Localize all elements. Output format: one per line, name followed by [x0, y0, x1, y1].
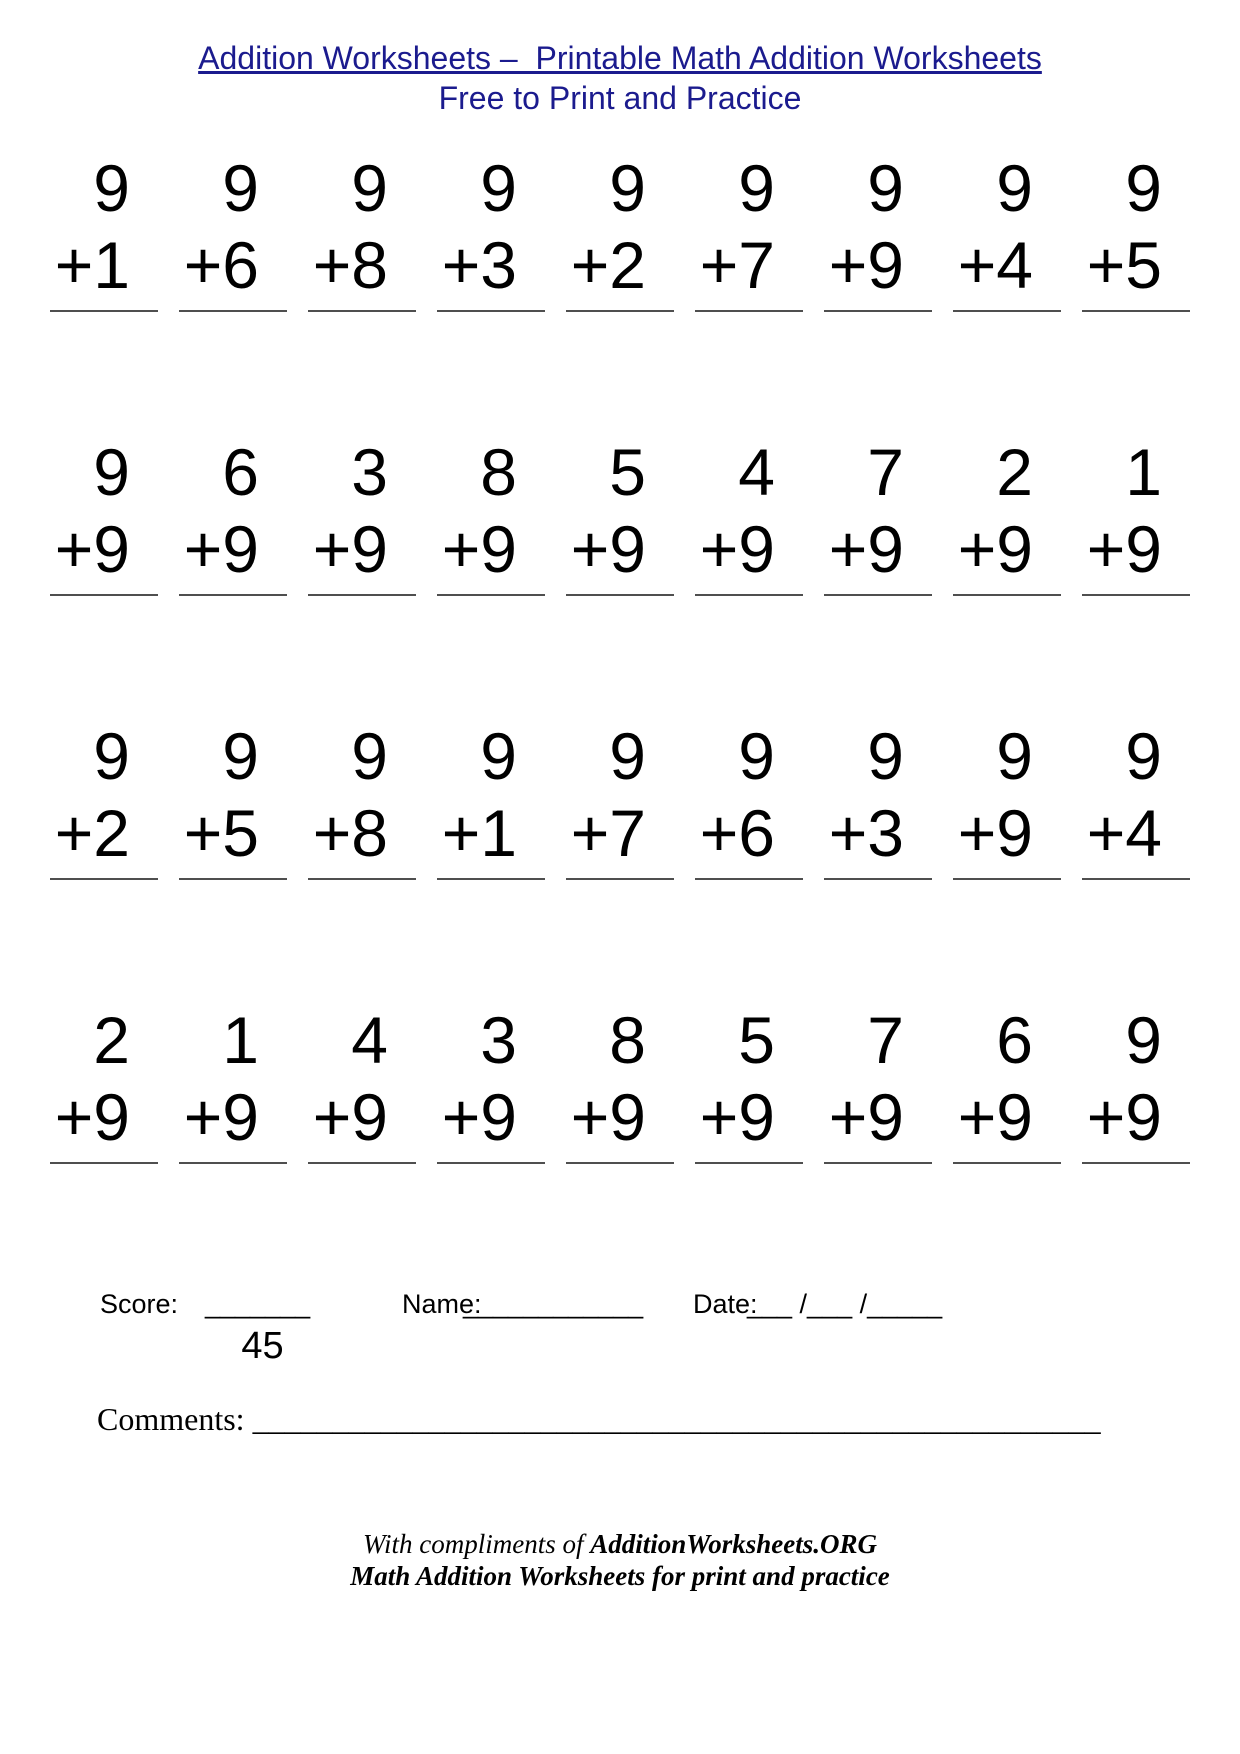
bottom-addend: +4 [1086, 796, 1162, 870]
problem-numbers [50, 434, 130, 588]
answer-blank[interactable] [695, 1162, 803, 1164]
problem-cell [308, 434, 416, 596]
answer-blank[interactable] [179, 594, 287, 596]
credits-footer [0, 1528, 1240, 1592]
problem-cell [824, 1002, 932, 1164]
problem-cell [50, 150, 158, 312]
top-addend: 9 [222, 151, 259, 225]
top-addend: 8 [609, 1003, 646, 1077]
problem-numbers [1082, 718, 1162, 872]
bottom-addend: +5 [183, 796, 259, 870]
top-addend: 8 [480, 435, 517, 509]
problem-numbers [308, 150, 388, 304]
problem-cell [179, 1002, 287, 1164]
problem-cell [953, 1002, 1061, 1164]
answer-blank[interactable] [953, 594, 1061, 596]
problem-cell [953, 150, 1061, 312]
comments-row [97, 1399, 1147, 1439]
problem-cell [695, 150, 803, 312]
answer-blank[interactable] [824, 1162, 932, 1164]
top-addend: 9 [738, 151, 775, 225]
answer-blank[interactable] [308, 878, 416, 880]
problem-cell [1082, 1002, 1190, 1164]
bottom-addend: +3 [441, 228, 517, 302]
title-link[interactable]: Addition Worksheets – Printable Math Addition Worksheets [198, 40, 1042, 76]
bottom-addend: +9 [828, 228, 904, 302]
top-addend: 9 [609, 151, 646, 225]
problem-cell [695, 434, 803, 596]
problem-numbers [953, 718, 1033, 872]
answer-blank[interactable] [179, 1162, 287, 1164]
bottom-addend: +8 [312, 796, 388, 870]
top-addend: 9 [738, 719, 775, 793]
page-subtitle: Free to Print and Practice [438, 80, 802, 116]
answer-blank[interactable] [179, 878, 287, 880]
problem-cell [50, 434, 158, 596]
problem-cell [179, 150, 287, 312]
problem-numbers [695, 150, 775, 304]
problem-cell [179, 718, 287, 880]
bottom-addend: +9 [570, 512, 646, 586]
problem-cell [1082, 718, 1190, 880]
bottom-addend: +9 [54, 512, 130, 586]
top-addend: 1 [1125, 435, 1162, 509]
bottom-addend: +8 [312, 228, 388, 302]
answer-blank[interactable] [824, 310, 932, 312]
problem-numbers [824, 150, 904, 304]
problem-cell [953, 434, 1061, 596]
problem-cell [308, 150, 416, 312]
bottom-addend: +9 [1086, 1080, 1162, 1154]
problem-row [50, 434, 1190, 596]
bottom-addend: +4 [957, 228, 1033, 302]
answer-blank[interactable] [953, 310, 1061, 312]
bottom-addend: +9 [183, 1080, 259, 1154]
bottom-addend: +9 [699, 1080, 775, 1154]
answer-blank[interactable] [695, 878, 803, 880]
problem-cell [1082, 434, 1190, 596]
answer-blank[interactable] [308, 594, 416, 596]
answer-blank[interactable] [1082, 310, 1190, 312]
answer-blank[interactable] [566, 878, 674, 880]
top-addend: 9 [351, 151, 388, 225]
bottom-addend: +9 [699, 512, 775, 586]
problem-numbers [179, 718, 259, 872]
bottom-addend: +3 [828, 796, 904, 870]
name-blank[interactable]: ____________ [463, 1289, 644, 1319]
answer-blank[interactable] [308, 310, 416, 312]
answer-blank[interactable] [1082, 594, 1190, 596]
problem-numbers [437, 150, 517, 304]
problem-numbers [566, 150, 646, 304]
top-addend: 2 [93, 1003, 130, 1077]
answer-blank[interactable] [824, 594, 932, 596]
top-addend: 2 [996, 435, 1033, 509]
problem-numbers [824, 718, 904, 872]
top-addend: 9 [93, 151, 130, 225]
score-value: 45 [241, 1325, 284, 1367]
bottom-addend: +9 [570, 1080, 646, 1154]
problem-numbers [308, 718, 388, 872]
comments-label: Comments: [97, 1401, 245, 1437]
problem-numbers [179, 1002, 259, 1156]
top-addend: 9 [1125, 719, 1162, 793]
bottom-addend: +9 [828, 512, 904, 586]
problem-numbers [566, 718, 646, 872]
problem-numbers [308, 434, 388, 588]
bottom-addend: +9 [312, 512, 388, 586]
bottom-addend: +1 [54, 228, 130, 302]
answer-blank[interactable] [179, 310, 287, 312]
problem-numbers [695, 434, 775, 588]
bottom-addend: +9 [54, 1080, 130, 1154]
answer-blank[interactable] [437, 594, 545, 596]
problem-cell [308, 1002, 416, 1164]
bottom-addend: +6 [699, 796, 775, 870]
top-addend: 9 [351, 719, 388, 793]
answer-blank[interactable] [953, 1162, 1061, 1164]
bottom-addend: +9 [312, 1080, 388, 1154]
problem-numbers [566, 1002, 646, 1156]
top-addend: 6 [222, 435, 259, 509]
top-addend: 3 [351, 435, 388, 509]
compliments-text: With compliments of [362, 1529, 591, 1559]
top-addend: 5 [738, 1003, 775, 1077]
top-addend: 4 [738, 435, 775, 509]
top-addend: 9 [609, 719, 646, 793]
problem-numbers [437, 434, 517, 588]
bottom-addend: +9 [1086, 512, 1162, 586]
bottom-addend: +9 [957, 1080, 1033, 1154]
bottom-addend: +9 [183, 512, 259, 586]
top-addend: 9 [480, 151, 517, 225]
answer-blank[interactable] [437, 310, 545, 312]
problem-numbers [695, 718, 775, 872]
problem-cell [50, 1002, 158, 1164]
date-label: Date: [693, 1289, 758, 1319]
problem-cell [695, 718, 803, 880]
problem-numbers [1082, 1002, 1162, 1156]
top-addend: 9 [867, 151, 904, 225]
bottom-addend: +9 [441, 1080, 517, 1154]
answer-blank[interactable] [437, 878, 545, 880]
credits-tagline: Math Addition Worksheets for print and practice [350, 1561, 890, 1591]
problem-row [50, 718, 1190, 880]
problem-numbers [179, 434, 259, 588]
top-addend: 9 [996, 719, 1033, 793]
answer-blank[interactable] [824, 878, 932, 880]
problem-numbers [1082, 434, 1162, 588]
bottom-addend: +9 [441, 512, 517, 586]
problem-cell [179, 434, 287, 596]
problem-numbers [953, 1002, 1033, 1156]
name-label: Name: [402, 1289, 482, 1319]
bottom-addend: +6 [183, 228, 259, 302]
answer-blank[interactable] [1082, 878, 1190, 880]
problem-cell [953, 718, 1061, 880]
problem-numbers [308, 1002, 388, 1156]
problem-numbers [953, 150, 1033, 304]
problem-numbers [50, 1002, 130, 1156]
top-addend: 9 [93, 719, 130, 793]
problem-numbers [50, 150, 130, 304]
problem-row [50, 150, 1190, 312]
answer-blank[interactable] [50, 310, 158, 312]
problems-grid [50, 150, 1190, 1286]
problem-cell [50, 718, 158, 880]
top-addend: 9 [996, 151, 1033, 225]
bottom-addend: +1 [441, 796, 517, 870]
problem-cell [824, 434, 932, 596]
bottom-addend: +9 [957, 512, 1033, 586]
problem-numbers [179, 150, 259, 304]
bottom-addend: +9 [957, 796, 1033, 870]
answer-blank[interactable] [566, 310, 674, 312]
brand-name: AdditionWorksheets.ORG [590, 1529, 878, 1559]
top-addend: 6 [996, 1003, 1033, 1077]
answer-blank[interactable] [695, 594, 803, 596]
bottom-addend: +7 [570, 796, 646, 870]
answer-blank[interactable] [308, 1162, 416, 1164]
problem-cell [437, 718, 545, 880]
top-addend: 5 [609, 435, 646, 509]
problem-numbers [566, 434, 646, 588]
answer-blank[interactable] [695, 310, 803, 312]
problem-cell [566, 718, 674, 880]
top-addend: 9 [1125, 151, 1162, 225]
problem-numbers [824, 434, 904, 588]
problem-cell [566, 1002, 674, 1164]
answer-blank[interactable] [566, 594, 674, 596]
score-name-date-row [0, 1287, 1240, 1397]
problem-cell [695, 1002, 803, 1164]
problem-numbers [1082, 150, 1162, 304]
answer-blank[interactable] [437, 1162, 545, 1164]
answer-blank[interactable] [953, 878, 1061, 880]
top-addend: 3 [480, 1003, 517, 1077]
problem-numbers [953, 434, 1033, 588]
bottom-addend: +9 [828, 1080, 904, 1154]
top-addend: 7 [867, 1003, 904, 1077]
score-label: Score: [100, 1289, 179, 1319]
credits-line1 [0, 1528, 1240, 1560]
problem-cell [566, 150, 674, 312]
answer-blank[interactable] [50, 878, 158, 880]
problem-cell [437, 1002, 545, 1164]
problem-row [50, 1002, 1190, 1164]
problem-numbers [824, 1002, 904, 1156]
problem-numbers [50, 718, 130, 872]
problem-numbers [437, 1002, 517, 1156]
top-addend: 9 [1125, 1003, 1162, 1077]
problem-cell [824, 718, 932, 880]
page-title [0, 38, 1240, 118]
top-addend: 9 [93, 435, 130, 509]
problem-cell [1082, 150, 1190, 312]
problem-cell [437, 434, 545, 596]
problem-cell [437, 150, 545, 312]
problem-numbers [695, 1002, 775, 1156]
top-addend: 7 [867, 435, 904, 509]
answer-blank[interactable] [566, 1162, 674, 1164]
bottom-addend: +2 [54, 796, 130, 870]
answer-blank[interactable] [50, 1162, 158, 1164]
top-addend: 9 [222, 719, 259, 793]
problem-cell [308, 718, 416, 880]
top-addend: 9 [480, 719, 517, 793]
top-addend: 1 [222, 1003, 259, 1077]
date-blank[interactable]: ___ /___ /_____ [747, 1289, 943, 1319]
top-addend: 9 [867, 719, 904, 793]
problem-cell [824, 150, 932, 312]
top-addend: 4 [351, 1003, 388, 1077]
answer-blank[interactable] [1082, 1162, 1190, 1164]
answer-blank[interactable] [50, 594, 158, 596]
bottom-addend: +5 [1086, 228, 1162, 302]
comments-blank[interactable]: _____________________________________________________ [252, 1401, 1101, 1437]
bottom-addend: +2 [570, 228, 646, 302]
score-blank[interactable]: _______ [205, 1289, 311, 1319]
problem-numbers [437, 718, 517, 872]
bottom-addend: +7 [699, 228, 775, 302]
problem-cell [566, 434, 674, 596]
